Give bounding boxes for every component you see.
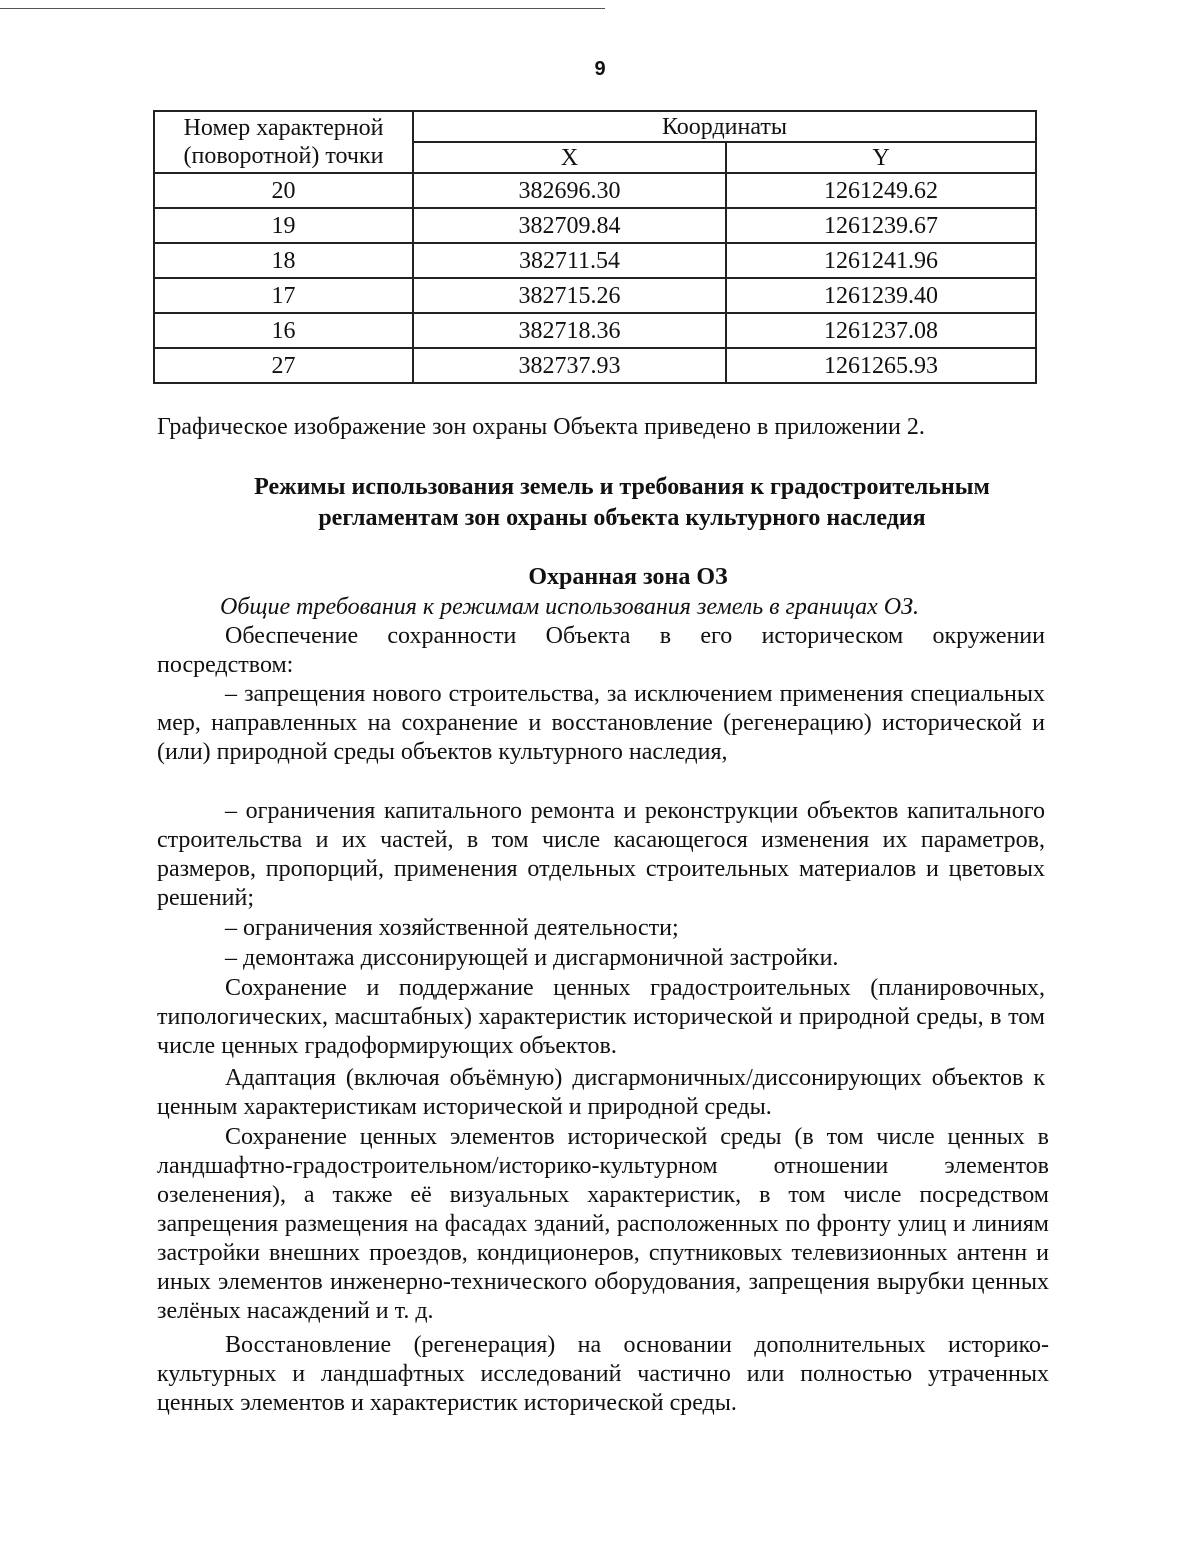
cell-y: 1261241.96 [726, 243, 1036, 278]
list-item-3: – ограничения хозяйственной деятельности; [225, 915, 679, 941]
header-coordinates: Координаты [413, 111, 1036, 142]
header-y: Y [726, 142, 1036, 173]
table-row [154, 278, 1036, 313]
list-item-1: – запрещения нового строительства, за исключением применения специальных мер, направленных на сохранение и восстановление (регенерацию) исторической и (или) природной среды объектов культурного наследия, [157, 681, 1045, 765]
zone-subtitle: Общие требования к режимам использования земель в границах ОЗ. [220, 594, 919, 620]
section-title-line-2: регламентам зон охраны объекта культурного наследия [318, 505, 926, 531]
cell-y: 1261239.40 [726, 278, 1036, 313]
table-row [154, 243, 1036, 278]
cell-point: 17 [154, 278, 413, 313]
cell-point: 16 [154, 313, 413, 348]
cell-x: 382709.84 [413, 208, 726, 243]
cell-point: 27 [154, 348, 413, 383]
cell-y: 1261237.08 [726, 313, 1036, 348]
table-row [154, 313, 1036, 348]
cell-y: 1261265.93 [726, 348, 1036, 383]
paragraph-1: Обеспечение сохранности Объекта в его историческом окружении посредством: [157, 623, 1045, 678]
list-item-2: – ограничения капитального ремонта и реконструкции объектов капитального строительства и их частей, в том числе касающегося изменения их параметров, размеров, пропорций, применения отдельных строительных материалов и цветовых решений; [157, 798, 1045, 911]
graphic-note: Графическое изображение зон охраны Объекта приведено в приложении 2. [157, 414, 925, 440]
paragraph-2: Сохранение и поддержание ценных градостроительных (планировочных, типологических, масштабных) характеристик исторической и природной среды, в том числе ценных градоформирующих объектов. [157, 975, 1045, 1059]
zone-title: Охранная зона ОЗ [528, 564, 728, 590]
cell-x: 382711.54 [413, 243, 726, 278]
top-rule [0, 8, 605, 9]
cell-x: 382718.36 [413, 313, 726, 348]
cell-x: 382737.93 [413, 348, 726, 383]
cell-x: 382696.30 [413, 173, 726, 208]
list-item-4: – демонтажа диссонирующей и дисгармоничной застройки. [225, 945, 839, 971]
cell-x: 382715.26 [413, 278, 726, 313]
cell-point: 18 [154, 243, 413, 278]
table-row [154, 208, 1036, 243]
table-row [154, 348, 1036, 383]
page-number: 9 [594, 58, 606, 80]
cell-point: 19 [154, 208, 413, 243]
table-header-row [154, 111, 1036, 142]
section-title-line-1: Режимы использования земель и требования к градостроительным [254, 474, 990, 500]
cell-point: 20 [154, 173, 413, 208]
cell-y: 1261239.67 [726, 208, 1036, 243]
header-point: Номер характерной (поворотной) точки [154, 111, 413, 173]
table-row [154, 173, 1036, 208]
header-x: X [413, 142, 726, 173]
paragraph-5: Восстановление (регенерация) на основании дополнительных историко-культурных и ландшафтных исследований частично или полностью утраченных ценных элементов и характеристик исторической среды. [157, 1332, 1049, 1416]
paragraph-4: Сохранение ценных элементов исторической среды (в том числе ценных в ландшафтно-градостроительном/историко-культурном отношении элементов озеленения), а также её визуальных характеристик, в том числе посредством запрещения размещения на фасадах зданий, расположенных по фронту улиц и линиям застройки внешних проездов, кондиционеров, спутниковых телевизионных антенн и иных элементов инженерно-технического оборудования, запрещения вырубки ценных зелёных насаждений и т. д. [157, 1124, 1049, 1324]
cell-y: 1261249.62 [726, 173, 1036, 208]
paragraph-3: Адаптация (включая объёмную) дисгармоничных/диссонирующих объектов к ценным характеристикам исторической и природной среды. [157, 1065, 1045, 1120]
coordinates-table [153, 110, 1037, 384]
